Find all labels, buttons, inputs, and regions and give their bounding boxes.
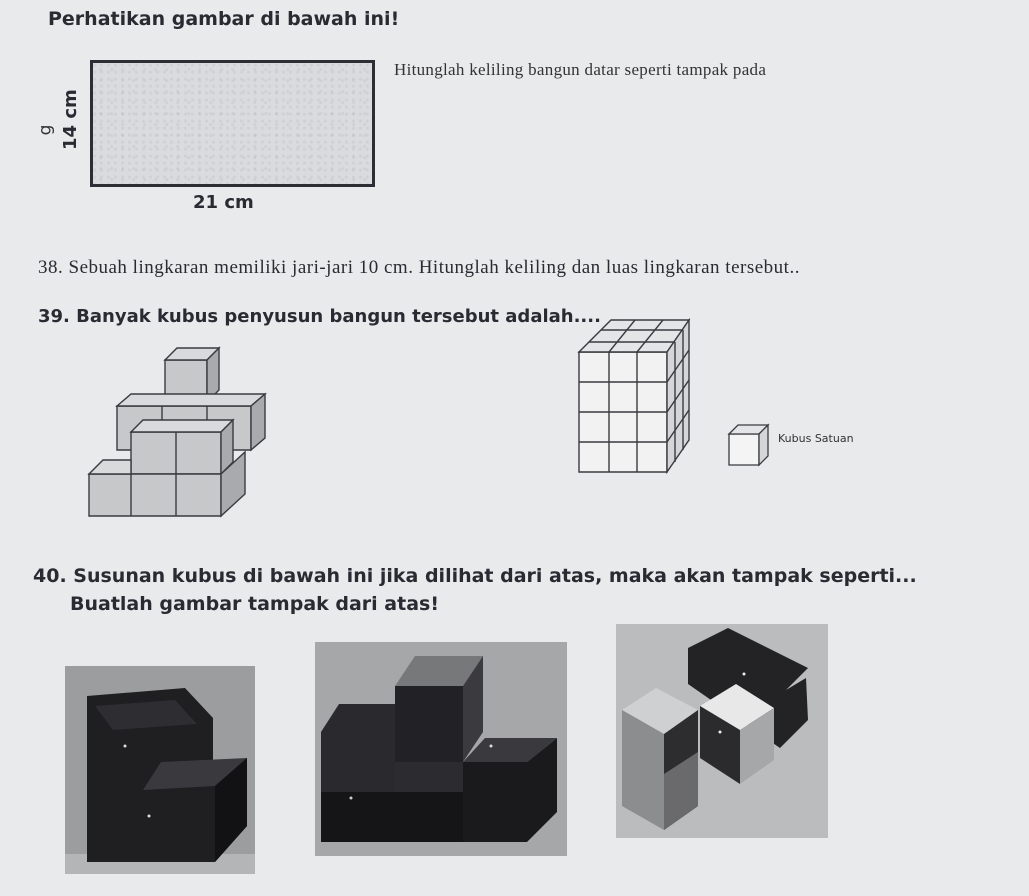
stray-mark-label: g	[35, 124, 56, 136]
cube-arrangement-photo-2	[315, 642, 567, 856]
question-39: 39. Banyak kubus penyusun bangun tersebut adalah....	[38, 306, 601, 327]
cube-arrangement-photo-1	[65, 666, 255, 874]
question-40: 40. Susunan kubus di bawah ini jika dilihat dari atas, maka akan tampak seperti...	[33, 565, 917, 587]
bottom-length-label: 21 cm	[193, 192, 254, 213]
intro-heading: Perhatikan gambar di bawah ini!	[48, 8, 400, 30]
side-length-label-wrapper	[60, 89, 81, 220]
rectangle-instruction: Hitunglah keliling bangun datar seperti tampak pada	[394, 60, 767, 79]
rectangle-figure	[90, 60, 375, 187]
cube-arrangement-photo-3	[616, 624, 828, 838]
tall-cube-block-figure	[575, 316, 695, 476]
unit-cube-icon	[726, 422, 772, 468]
side-length-label: 14 cm	[60, 89, 81, 150]
question-40-instruction: Buatlah gambar tampak dari atas!	[70, 593, 440, 615]
question-38: 38. Sebuah lingkaran memiliki jari-jari 10 cm. Hitunglah keliling dan luas lingkaran tersebut..	[38, 257, 800, 278]
unit-cube-label: Kubus Satuan	[778, 432, 854, 445]
stepped-cube-stack-figure	[85, 340, 270, 522]
